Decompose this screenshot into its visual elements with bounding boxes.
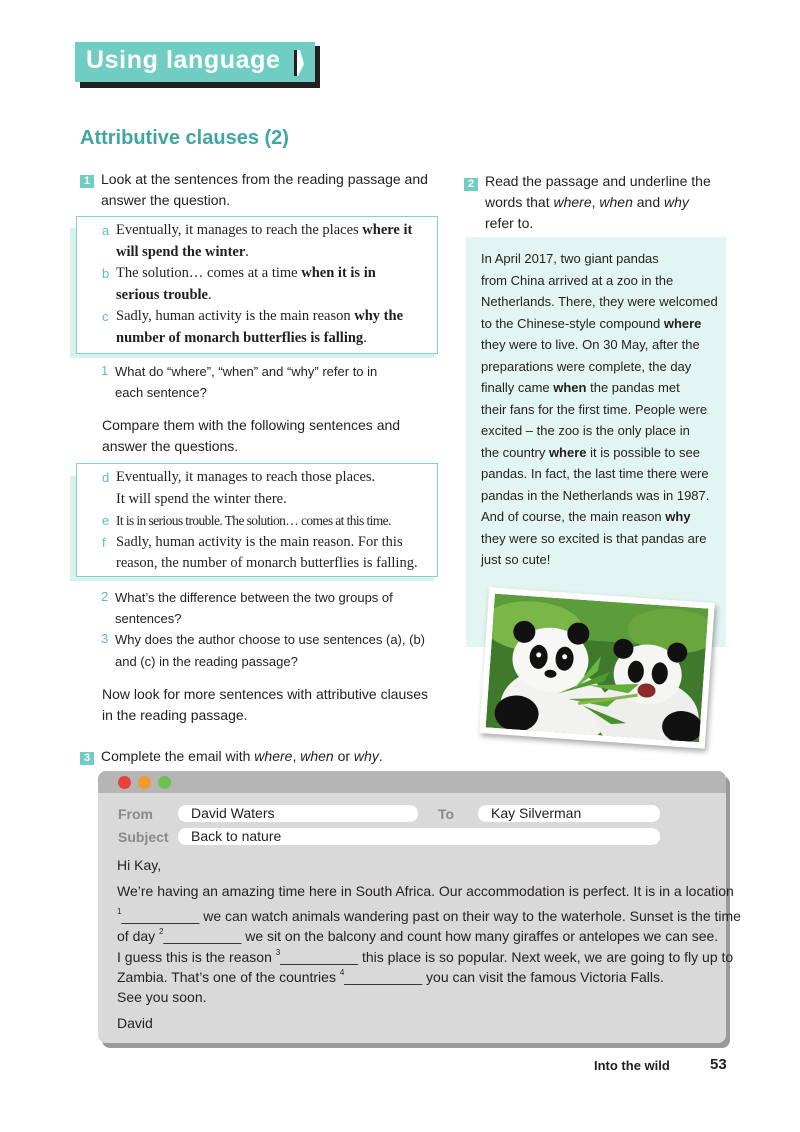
text: In April 2017, two giant pandas [481,251,659,266]
email-body-line [117,923,718,945]
passage-line [481,485,709,506]
instruction-line: in the reading passage. [102,707,248,723]
text: words that [485,194,554,210]
instruction-line: Now look for more sentences with attributive clauses [102,686,429,702]
text: or [333,748,354,764]
task-number-1: 1 [80,175,94,188]
email-greeting: Hi Kay, [117,857,162,873]
instruction-line: Compare them with the following sentences and [102,417,401,433]
email-titlebar [98,771,726,793]
instruction-line: answer the questions. [102,438,239,454]
text: pandas. In fact, the last time there were [481,466,709,481]
banner-flag-icon [292,50,304,76]
relative-word: why [665,509,691,524]
highlighted-clause: serious trouble [116,286,208,303]
passage-line [481,399,707,420]
text: Eventually, it manages to reach the places [116,222,363,238]
from-label: From [118,806,153,822]
highlighted-clause: will spend the winter [116,243,246,260]
highlighted-clause: why the [354,308,404,324]
to-label: To [438,806,455,822]
text: of day [117,928,160,944]
text: finally came [481,380,554,395]
example-letter: a [102,223,110,238]
blank-number: 1 [117,906,122,916]
passage-line [481,291,718,312]
question-line: and (c) in the reading passage? [115,654,298,669]
text: the country [481,444,549,460]
relative-word: where [548,444,587,460]
keyword-why: why [353,748,379,764]
relative-word: where [663,315,702,331]
example-line: It will spend the winter there. [116,490,287,507]
example-line: reason, the number of monarch butterflies is falling. [116,555,418,571]
passage-line [481,420,690,441]
page-number: 53 [710,1056,727,1073]
passage-line [481,356,691,377]
example-line [116,263,376,284]
text: , [292,748,301,764]
task-number-2: 2 [464,178,478,191]
minimize-dot-icon [138,776,151,789]
example-line: It is in serious trouble. The solution… comes at this time. [116,513,391,528]
question-line: sentences? [115,611,182,626]
final-instruction [102,684,428,726]
text: the pandas met [586,380,680,395]
instruction-line: Read the passage and underline the [485,173,711,189]
email-body-line [117,882,734,900]
section-title: Attributive clauses (2) [80,127,289,149]
subject-label: Subject [118,829,169,845]
example-line [116,306,403,327]
passage-line [481,270,673,291]
maximize-dot-icon [158,776,171,789]
keyword-when: when [599,194,633,210]
text: pandas in the Netherlands was in 1987. [481,487,710,503]
text: . [363,329,367,346]
blank-number: 3 [275,947,281,957]
question-number: 3 [101,631,109,646]
email-signoff: See you soon. [117,989,207,1005]
example-letter: e [102,513,110,528]
text: their fans for the first time. People were [481,401,708,417]
example-line: Eventually, it manages to reach those places. [116,469,376,485]
example-line [116,242,249,263]
close-dot-icon [118,776,131,789]
instruction-line: Look at the sentences from the reading passage and [101,171,428,187]
text: and [632,194,665,210]
highlighted-clause: when it is in [301,265,376,281]
keyword-where: where [254,748,293,764]
task1-instruction [101,169,428,211]
example-line: Sadly, human activity is the main reason. For this [116,533,403,550]
highlighted-clause: where it [362,222,413,238]
example-letter: c [102,309,109,324]
blank-number: 2 [159,927,164,936]
question-line: Why does the author choose to use sentences (a), (b) [115,632,426,647]
text: this place is so popular. Next week, we are going to fly up to [358,948,734,965]
subject-field: Back to nature [178,828,660,845]
text: . [245,243,249,260]
example-line [116,328,367,349]
compare-instruction [102,415,400,457]
text: it is possible to see [586,444,700,460]
passage-line [481,549,550,570]
text: . [207,286,212,303]
email-signature: David [117,1015,153,1031]
text: to the Chinese-style compound [481,315,664,331]
text: Netherlands. There, they were welcomed [481,294,718,309]
example-letter: d [102,470,110,485]
text: we can watch animals wandering past on their way to the waterhole. Sunset is the time [199,907,741,924]
text: Sadly, human activity is the main reason [116,308,355,324]
keyword-when: when [300,748,334,764]
passage-line [481,506,691,527]
instruction-line: answer the question. [101,192,231,208]
passage-line [481,528,706,549]
task-number-3: 3 [80,752,94,765]
instruction-line: refer to. [485,215,534,231]
passage-line [481,442,700,463]
text: The solution… comes at a time [116,265,302,281]
email-body-line [117,903,741,925]
text: from China arrived at a zoo in the [481,272,674,288]
task3-instruction [101,746,383,767]
example-letter: b [102,266,110,281]
example-letter: f [102,534,106,550]
text: preparations were complete, the day [481,358,692,374]
question-number: 1 [101,363,109,378]
question-number: 2 [101,589,109,604]
question-line: each sentence? [115,385,207,400]
relative-word: when [553,380,587,395]
text: they were so excited is that pandas are [481,530,707,546]
panda-photo [479,587,715,748]
passage-line [481,334,700,355]
text: , [591,194,600,210]
example-line [116,285,212,306]
passage-line [481,463,709,484]
highlighted-clause: number of monarch butterflies is falling [116,329,364,346]
keyword-why: why [664,194,689,210]
text: Zambia. That’s one of the countries [117,969,340,985]
email-body-line [117,964,664,986]
blank-number: 4 [339,968,345,977]
question-line: What’s the difference between the two groups of [115,590,393,605]
email-body-line [117,944,733,966]
text: excited – the zoo is the only place in [481,423,690,438]
passage-line [481,377,680,398]
answer-blank: __________ [163,928,242,944]
text: We’re having an amazing time here in South Africa. Our accommodation is perfect. It is in a location [117,883,734,899]
text: . [378,748,383,764]
text: we sit on the balcony and count how many giraffes or antelopes we can see. [241,928,719,944]
text: they were to live. On 30 May, after the [481,337,700,352]
answer-blank: __________ [344,969,423,985]
footer-unit-title: Into the wild [594,1058,670,1073]
text: you can visit the famous Victoria Falls. [422,969,664,985]
text: And of course, the main reason [481,509,666,524]
to-field: Kay Silverman [478,805,660,822]
instruction-line [485,192,711,213]
passage-line [481,248,659,269]
answer-blank: __________ [280,948,359,965]
text: just so cute! [481,552,551,567]
text: I guess this is the reason [117,948,276,965]
passage-line [481,313,701,334]
task2-instruction [485,171,711,234]
example-line [116,220,412,241]
answer-blank: __________ [121,907,200,924]
text: Complete the email with [101,748,255,764]
keyword-where: where [553,194,592,210]
from-field: David Waters [178,805,418,822]
panda-image [486,594,709,743]
question-line: What do “where”, “when” and “why” refer to in [115,364,378,379]
banner-title: Using language [86,46,281,74]
